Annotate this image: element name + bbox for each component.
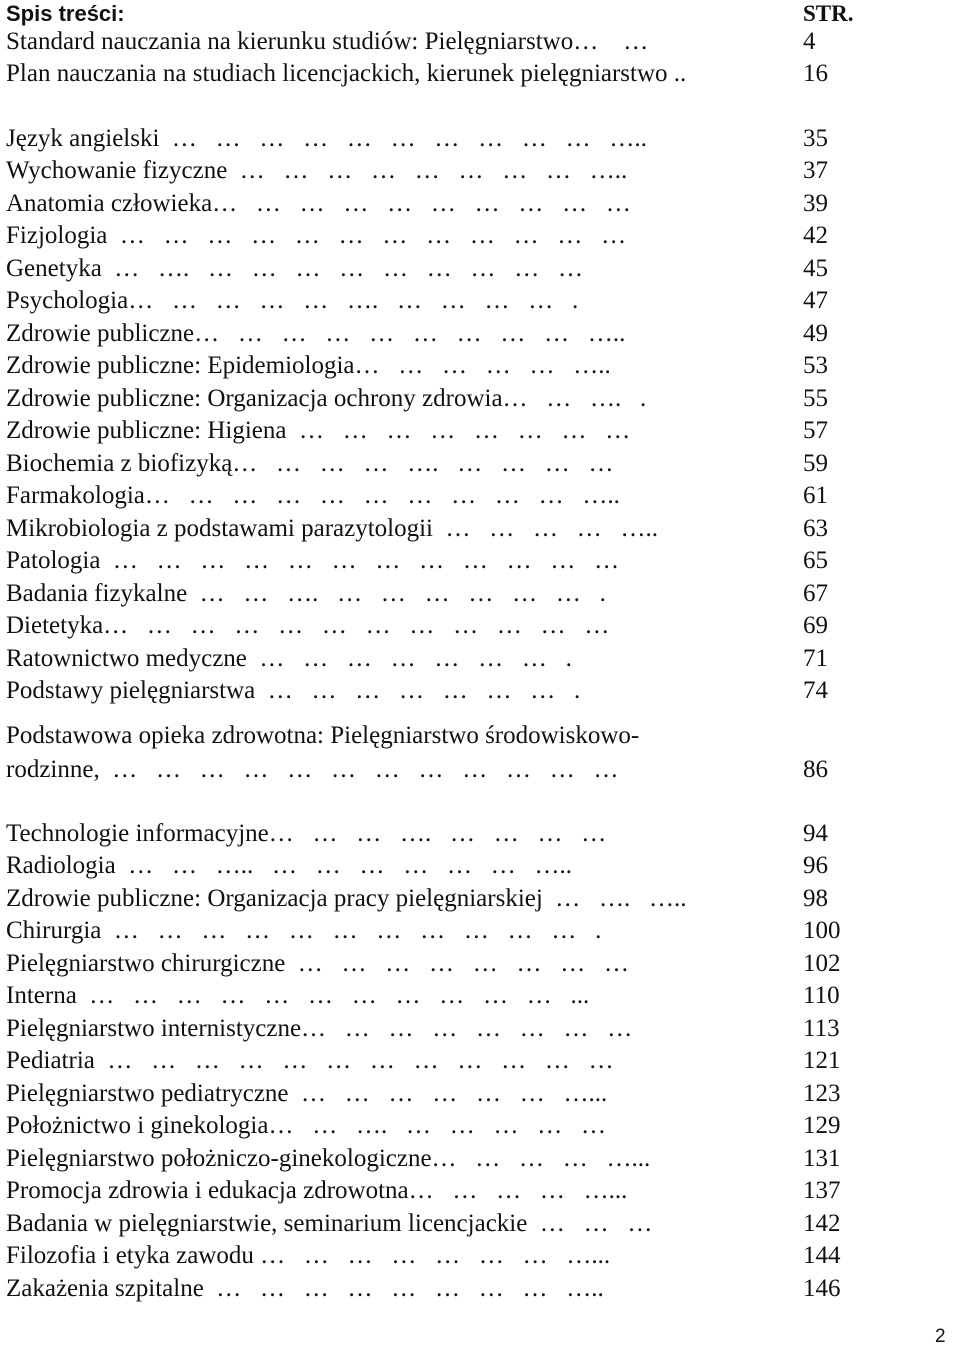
- toc-entry-page: 47: [803, 287, 828, 314]
- toc-entry-title: Pielęgniarstwo chirurgiczne … … … … … … … …: [6, 950, 630, 977]
- toc-entry-title: Zdrowie publiczne: Higiena … … … … … … … …: [6, 417, 631, 444]
- toc-entry: [6, 1078, 846, 1110]
- toc-entry-page: 102: [803, 950, 841, 977]
- toc-entry-title: Dietetyka… … … … … … … … … … … …: [6, 612, 610, 639]
- toc-entry: [6, 1240, 846, 1272]
- toc-entry: [6, 26, 846, 58]
- toc-entry: [6, 675, 846, 707]
- toc-entry-page: 49: [803, 320, 828, 347]
- toc-entry: [6, 610, 846, 642]
- toc-entry: [6, 480, 846, 512]
- toc-entry: [6, 448, 846, 480]
- toc-entry-title: Patologia … … … … … … … … … … … …: [6, 547, 620, 574]
- toc-entry-title: Zdrowie publiczne: Organizacja ochrony zdrowia… … …. .: [6, 385, 647, 412]
- toc-entry: [6, 220, 846, 252]
- toc-entry-page: 16: [803, 60, 828, 87]
- toc-entry-page: 113: [803, 1015, 840, 1042]
- toc-entry-title: Zdrowie publiczne: Organizacja pracy pielęgniarskiej … …. …..: [6, 885, 687, 912]
- toc-heading: Spis treści:: [6, 1, 125, 26]
- toc-entry-title: Pielęgniarstwo internistyczne… … … … … … … …: [6, 1015, 633, 1042]
- toc-entry-page: 65: [803, 547, 828, 574]
- toc-entry-page: 146: [803, 1275, 841, 1302]
- toc-entry-title: Plan nauczania na studiach licencjackich, kierunek pielęgniarstwo ..: [6, 60, 687, 87]
- toc-entry: [6, 980, 846, 1012]
- toc-entry: [6, 285, 846, 317]
- toc-entry: [6, 719, 846, 787]
- toc-entry-title: Pielęgniarstwo położniczo-ginekologiczne… … … … …...: [6, 1145, 651, 1172]
- toc-entry-title: Zdrowie publiczne: Epidemiologia… … … … … …..: [6, 352, 611, 379]
- toc-entry-page: 61: [803, 482, 828, 509]
- toc-entry-page: 35: [803, 125, 828, 152]
- toc-entry-title: Język angielski … … … … … … … … … … …..: [6, 125, 647, 152]
- toc-entry-page: 71: [803, 645, 828, 672]
- toc-entry-page: 96: [803, 852, 828, 879]
- toc-entry: [6, 1013, 846, 1045]
- toc-entry-title: Radiologia … … ….. … … … … … … …..: [6, 852, 572, 879]
- toc-entry-title: Genetyka … …. … … … … … … … … …: [6, 255, 584, 282]
- toc-entry-title: Zakażenia szpitalne … … … … … … … … …..: [6, 1275, 604, 1302]
- toc-entry-page: 53: [803, 352, 828, 379]
- toc-entry-title: Zdrowie publiczne… … … … … … … … … …..: [6, 320, 626, 347]
- toc-entry-page: 123: [803, 1080, 841, 1107]
- toc-entry-page: 39: [803, 190, 828, 217]
- toc-entry: [6, 1045, 846, 1077]
- toc-entry-page: 137: [803, 1177, 841, 1204]
- toc-entry: [6, 513, 846, 545]
- toc-entry: [6, 850, 846, 882]
- toc-entry: [6, 643, 846, 675]
- toc-entry: [6, 58, 846, 90]
- toc-entry: [6, 1143, 846, 1175]
- toc-entry: [6, 415, 846, 447]
- toc-entry-title: Biochemia z biofizyką… … … … …. … … … …: [6, 450, 614, 477]
- toc-entry: [6, 350, 846, 382]
- toc-entry-title: Badania w pielęgniarstwie, seminarium licencjackie … … …: [6, 1210, 653, 1237]
- toc-entry-title: Ratownictwo medyczne … … … … … … … .: [6, 645, 572, 672]
- toc-entry-page: 37: [803, 157, 828, 184]
- toc-entry: [6, 545, 846, 577]
- toc-entry-page: 67: [803, 580, 828, 607]
- toc-entry-page: 94: [803, 820, 828, 847]
- toc-entry-title: Filozofia i etyka zawodu … … … … … … … …...: [6, 1242, 611, 1269]
- toc-entry-page: 69: [803, 612, 828, 639]
- toc-entry-title: Pediatria … … … … … … … … … … … …: [6, 1047, 614, 1074]
- toc-entry-page: 57: [803, 417, 828, 444]
- toc-entry-page: 144: [803, 1242, 841, 1269]
- toc-entry-page: 86: [803, 756, 828, 783]
- toc-entry: [6, 1175, 846, 1207]
- toc-entry: [6, 915, 846, 947]
- toc-entry-title: Anatomia człowieka… … … … … … … … … …: [6, 190, 631, 217]
- toc-entry-page: 98: [803, 885, 828, 912]
- toc-entry: [6, 883, 846, 915]
- toc-entry-title: Podstawy pielęgniarstwa … … … … … … … .: [6, 677, 581, 704]
- toc-entry-title: Mikrobiologia z podstawami parazytologii … … … … …..: [6, 515, 658, 542]
- toc-entry: [6, 383, 846, 415]
- toc-entry-page: 4: [803, 28, 816, 55]
- toc-entry: [6, 1273, 846, 1305]
- toc-entry: [6, 253, 846, 285]
- toc-entry-page: 129: [803, 1112, 841, 1139]
- toc-entry-title: Wychowanie fizyczne … … … … … … … … …..: [6, 157, 628, 184]
- toc-entry: [6, 188, 846, 220]
- toc-entry-page: 59: [803, 450, 828, 477]
- toc-entry-title: Interna … … … … … … … … … … … ...: [6, 982, 590, 1009]
- toc-entry-title: Fizjologia … … … … … … … … … … … …: [6, 222, 627, 249]
- toc-entry-page: 100: [803, 917, 841, 944]
- toc-entry: [6, 578, 846, 610]
- toc-entry: [6, 318, 846, 350]
- toc-entry-title: Farmakologia… … … … … … … … … … …..: [6, 482, 620, 509]
- toc-entry: [6, 818, 846, 850]
- toc-entry-page: 131: [803, 1145, 841, 1172]
- toc-entry-title: Położnictwo i ginekologia… … …. … … … … …: [6, 1112, 606, 1139]
- toc-entry-page: 110: [803, 982, 840, 1009]
- toc-entry-page: 74: [803, 677, 828, 704]
- toc-entry-title: Technologie informacyjne… … … …. … … … …: [6, 820, 607, 847]
- toc-entry: [6, 1208, 846, 1240]
- toc-entry-title: Podstawowa opieka zdrowotna: Pielęgniarstwo środowiskowo- rodzinne, … … … … … … … … … … … …: [6, 722, 640, 783]
- toc-entry-title: Promocja zdrowia i edukacja zdrowotna… … … … …...: [6, 1177, 628, 1204]
- toc-entry: [6, 1110, 846, 1142]
- toc-entry-title: Psychologia… … … … … …. … … … … .: [6, 287, 579, 314]
- toc-entry-page: 63: [803, 515, 828, 542]
- toc-entry-page: 45: [803, 255, 828, 282]
- toc-entry-page: 42: [803, 222, 828, 249]
- page-number: 2: [935, 1326, 946, 1347]
- toc-entry: [6, 948, 846, 980]
- toc-page-column-heading: STR.: [803, 1, 854, 26]
- toc-entry-page: 55: [803, 385, 828, 412]
- toc-entry: [6, 155, 846, 187]
- toc-entry-page: 121: [803, 1047, 841, 1074]
- toc-entry: [6, 123, 846, 155]
- toc-entry-title: Chirurgia … … … … … … … … … … … .: [6, 917, 602, 944]
- toc-entry-title: Standard nauczania na kierunku studiów: Pielęgniarstwo… …: [6, 28, 649, 55]
- toc-entry-title: Badania fizykalne … … …. … … … … … … .: [6, 580, 606, 607]
- toc-entry-title: Pielęgniarstwo pediatryczne … … … … … … …...: [6, 1080, 608, 1107]
- toc-entry-page: 142: [803, 1210, 841, 1237]
